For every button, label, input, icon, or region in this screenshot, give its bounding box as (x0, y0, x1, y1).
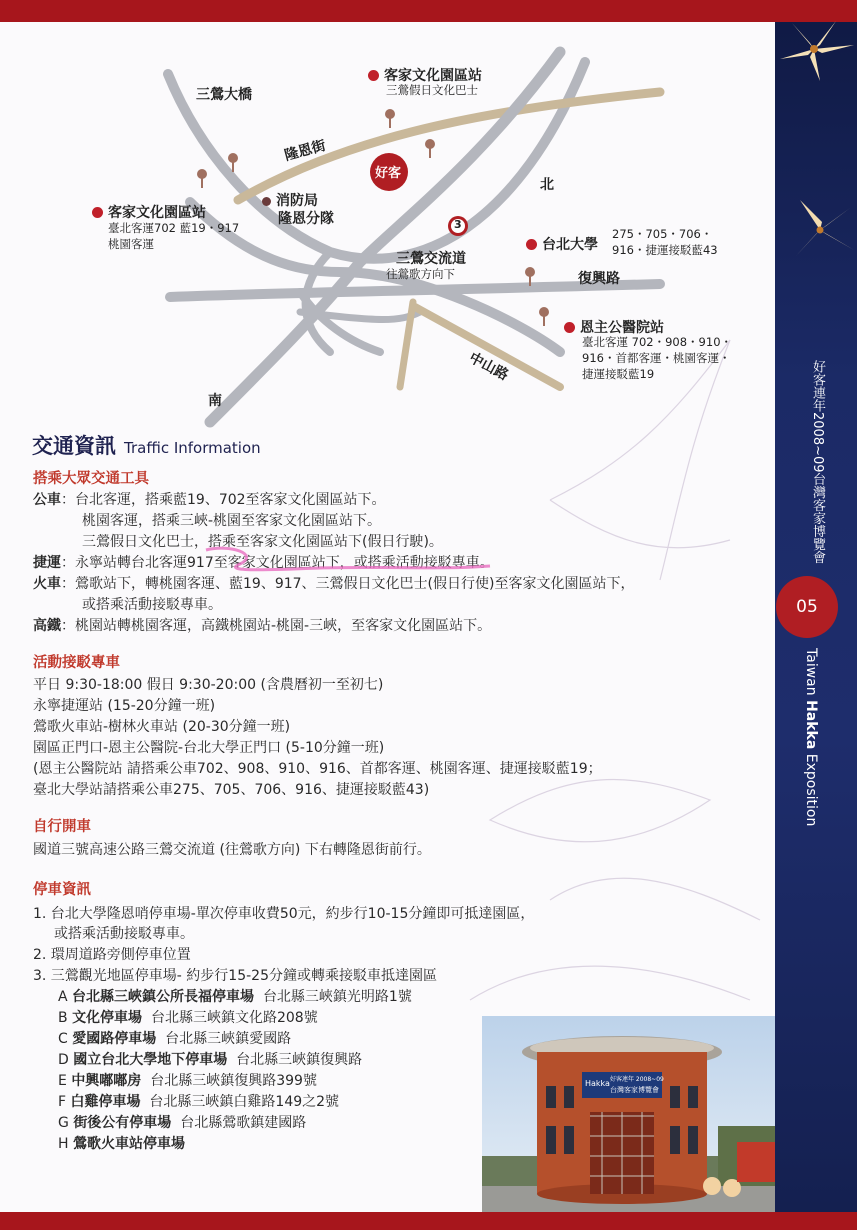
parking-lot-d: D 國立台北大學地下停車場 台北縣三峽鎮復興路 (58, 1052, 363, 1068)
label-fire-station: 消防局 (262, 190, 318, 210)
parking-lot-b: B 文化停車場 台北縣三峽鎮文化路208號 (58, 1010, 318, 1026)
bottom-frame-bar (0, 1212, 857, 1230)
label-zhongshan-road: 中山路 (466, 349, 511, 384)
station-dot-icon (92, 207, 103, 218)
station-dot-icon (526, 239, 537, 250)
compass-north: 北 (540, 177, 554, 193)
parking-heading: 停車資訊 (33, 882, 91, 898)
traffic-title: 交通資訊 Traffic Information (32, 434, 261, 458)
label-longen-street: 隆恩街 (282, 137, 328, 165)
label-fire-station-2: 隆恩分隊 (278, 211, 334, 227)
sidebar-title-cn: 好客連年2008~09台灣客家博覽會 (810, 360, 825, 564)
banner-line1: 好客連年 2008~09 (610, 1076, 664, 1083)
label-hakka-station-left: 客家文化園區站 (92, 202, 206, 222)
compass-south: 南 (208, 393, 222, 409)
label-enzhugong-sub3: 捷運接駁藍19 (582, 367, 655, 381)
freeway-number: 3 (454, 218, 462, 231)
parking-lot-e: E 中興嘟嘟房 台北縣三峽鎮復興路399號 (58, 1073, 317, 1089)
label-hakka-station-top: 客家文化園區站 (368, 65, 482, 85)
page-number: 05 (776, 576, 838, 638)
label-ntu-sub2: 916・捷運接駁藍43 (612, 243, 718, 257)
location-map (0, 22, 775, 442)
bus-line-3: 三鶯假日文化巴士，搭乘至客家文化園區站下(假日行駛)。 (82, 534, 443, 550)
bus-line-2: 桃園客運，搭乘三峽-桃園至客家文化園區站下。 (82, 513, 382, 529)
train-line-1: 火車：鶯歌站下，轉桃園客運、藍19、917、三鶯假日文化巴士(假日行使)至客家文化園區站下， (33, 576, 635, 592)
public-transport-heading: 搭乘大眾交通工具 (33, 471, 149, 487)
label-enzhugong: 恩主公醫院站 (564, 317, 664, 337)
parking-lot-c: C 愛國路停車場 台北縣三峽鎮愛國路 (58, 1031, 292, 1047)
venue-photo (482, 1016, 775, 1212)
top-frame-bar (0, 0, 857, 22)
parking-lot-h: H 鶯歌火車站停車場 (58, 1136, 185, 1152)
label-enzhugong-sub1: 臺北客運 702・908・910・ (582, 335, 733, 349)
label-enzhugong-sub2: 916・首都客運・桃園客運・ (582, 351, 731, 365)
label-hakka-station-left-sub2: 桃園客運 (108, 237, 154, 251)
parking-lot-g: G 街後公有停車場 台北縣鶯歌鎮建國路 (58, 1115, 307, 1131)
mrt-line: 捷運：永寧站轉台北客運917至客家文化園區站下，或搭乘活動接駁專車。 (33, 555, 494, 571)
shuttle-heading: 活動接駁專車 (33, 655, 120, 671)
station-dot-icon (564, 322, 575, 333)
label-ntu-sub1: 275・705・706・ (612, 227, 713, 241)
sidebar-title-en: Taiwan Hakka Exposition (803, 648, 819, 827)
parking-lot-a: A 台北縣三峽鎮公所長福停車場 台北縣三峽鎮光明路1號 (58, 989, 412, 1005)
label-hakka-station-top-sub: 三鶯假日文化巴士 (386, 83, 478, 97)
label-fuxing-road: 復興路 (578, 271, 620, 287)
parking-item-3: 3. 三鶯觀光地區停車場- 約步行15-25分鐘或轉乘接駁車抵達園區 (33, 968, 437, 984)
label-hakka-station-left-sub1: 臺北客運702 藍19・917 (108, 221, 240, 235)
shuttle-line-2: 永寧捷運站 (15-20分鐘一班) (33, 698, 216, 714)
map-pin-1 (385, 109, 395, 128)
hsr-line: 高鐵：桃園站轉桃園客運，高鐵桃園站-桃園-三峽，至客家文化園區站下。 (33, 618, 492, 634)
label-interchange-sub: 往鶯歌方向下 (386, 267, 455, 281)
map-pin-2 (425, 139, 435, 158)
parking-lot-f: F 白雞停車場 台北縣三峽鎮白雞路149之2號 (58, 1094, 340, 1110)
label-ntu: 台北大學 (526, 234, 598, 254)
shuttle-line-4: 園區正門口-恩主公醫院-台北大學正門口 (5-10分鐘一班) (33, 740, 385, 756)
lily-flower-middle (790, 190, 857, 270)
shuttle-line-3: 鶯歌火車站-樹林火車站 (20-30分鐘一班) (33, 719, 291, 735)
lily-flower-top (770, 15, 857, 85)
banner-line2: 台灣客家博覽會 (610, 1086, 659, 1094)
map-pin-6 (539, 307, 549, 326)
map-pin-4 (197, 169, 207, 188)
shuttle-line-6: 臺北大學站請搭乘公車275、705、706、916、捷運接駁藍43) (33, 782, 430, 798)
shuttle-line-5: (恩主公醫院站 請搭乘公車702、908、910、916、首都客運、桃園客運、捷運接駁藍19； (33, 761, 602, 777)
parking-item-2: 2. 環周道路旁側停車位置 (33, 947, 191, 963)
station-dot-icon (368, 70, 379, 81)
driving-line-1: 國道三號高速公路三鶯交流道 (往鶯歌方向) 下右轉隆恩街前行。 (33, 842, 431, 858)
label-sanying-bridge: 三鶯大橋 (196, 87, 252, 103)
train-line-2: 或搭乘活動接駁專車。 (82, 597, 222, 613)
shuttle-line-1: 平日 9:30-18:00 假日 9:30-20:00 (含農曆初一至初七) (33, 677, 384, 693)
driving-heading: 自行開車 (33, 819, 91, 835)
parking-item-1a: 1. 台北大學隆恩哨停車場-單次停車收費50元，約步行10-15分鐘即可抵達園區， (33, 906, 535, 922)
hakka-logo-text: 好客 (375, 166, 402, 181)
label-interchange: 三鶯交流道 (396, 251, 466, 267)
fire-station-dot-icon (262, 197, 271, 206)
banner-brand: Hakka (585, 1079, 610, 1088)
bus-line-1: 公車：台北客運，搭乘藍19、702至客家文化園區站下。 (33, 492, 386, 508)
parking-item-1b: 或搭乘活動接駁專車。 (54, 926, 194, 942)
